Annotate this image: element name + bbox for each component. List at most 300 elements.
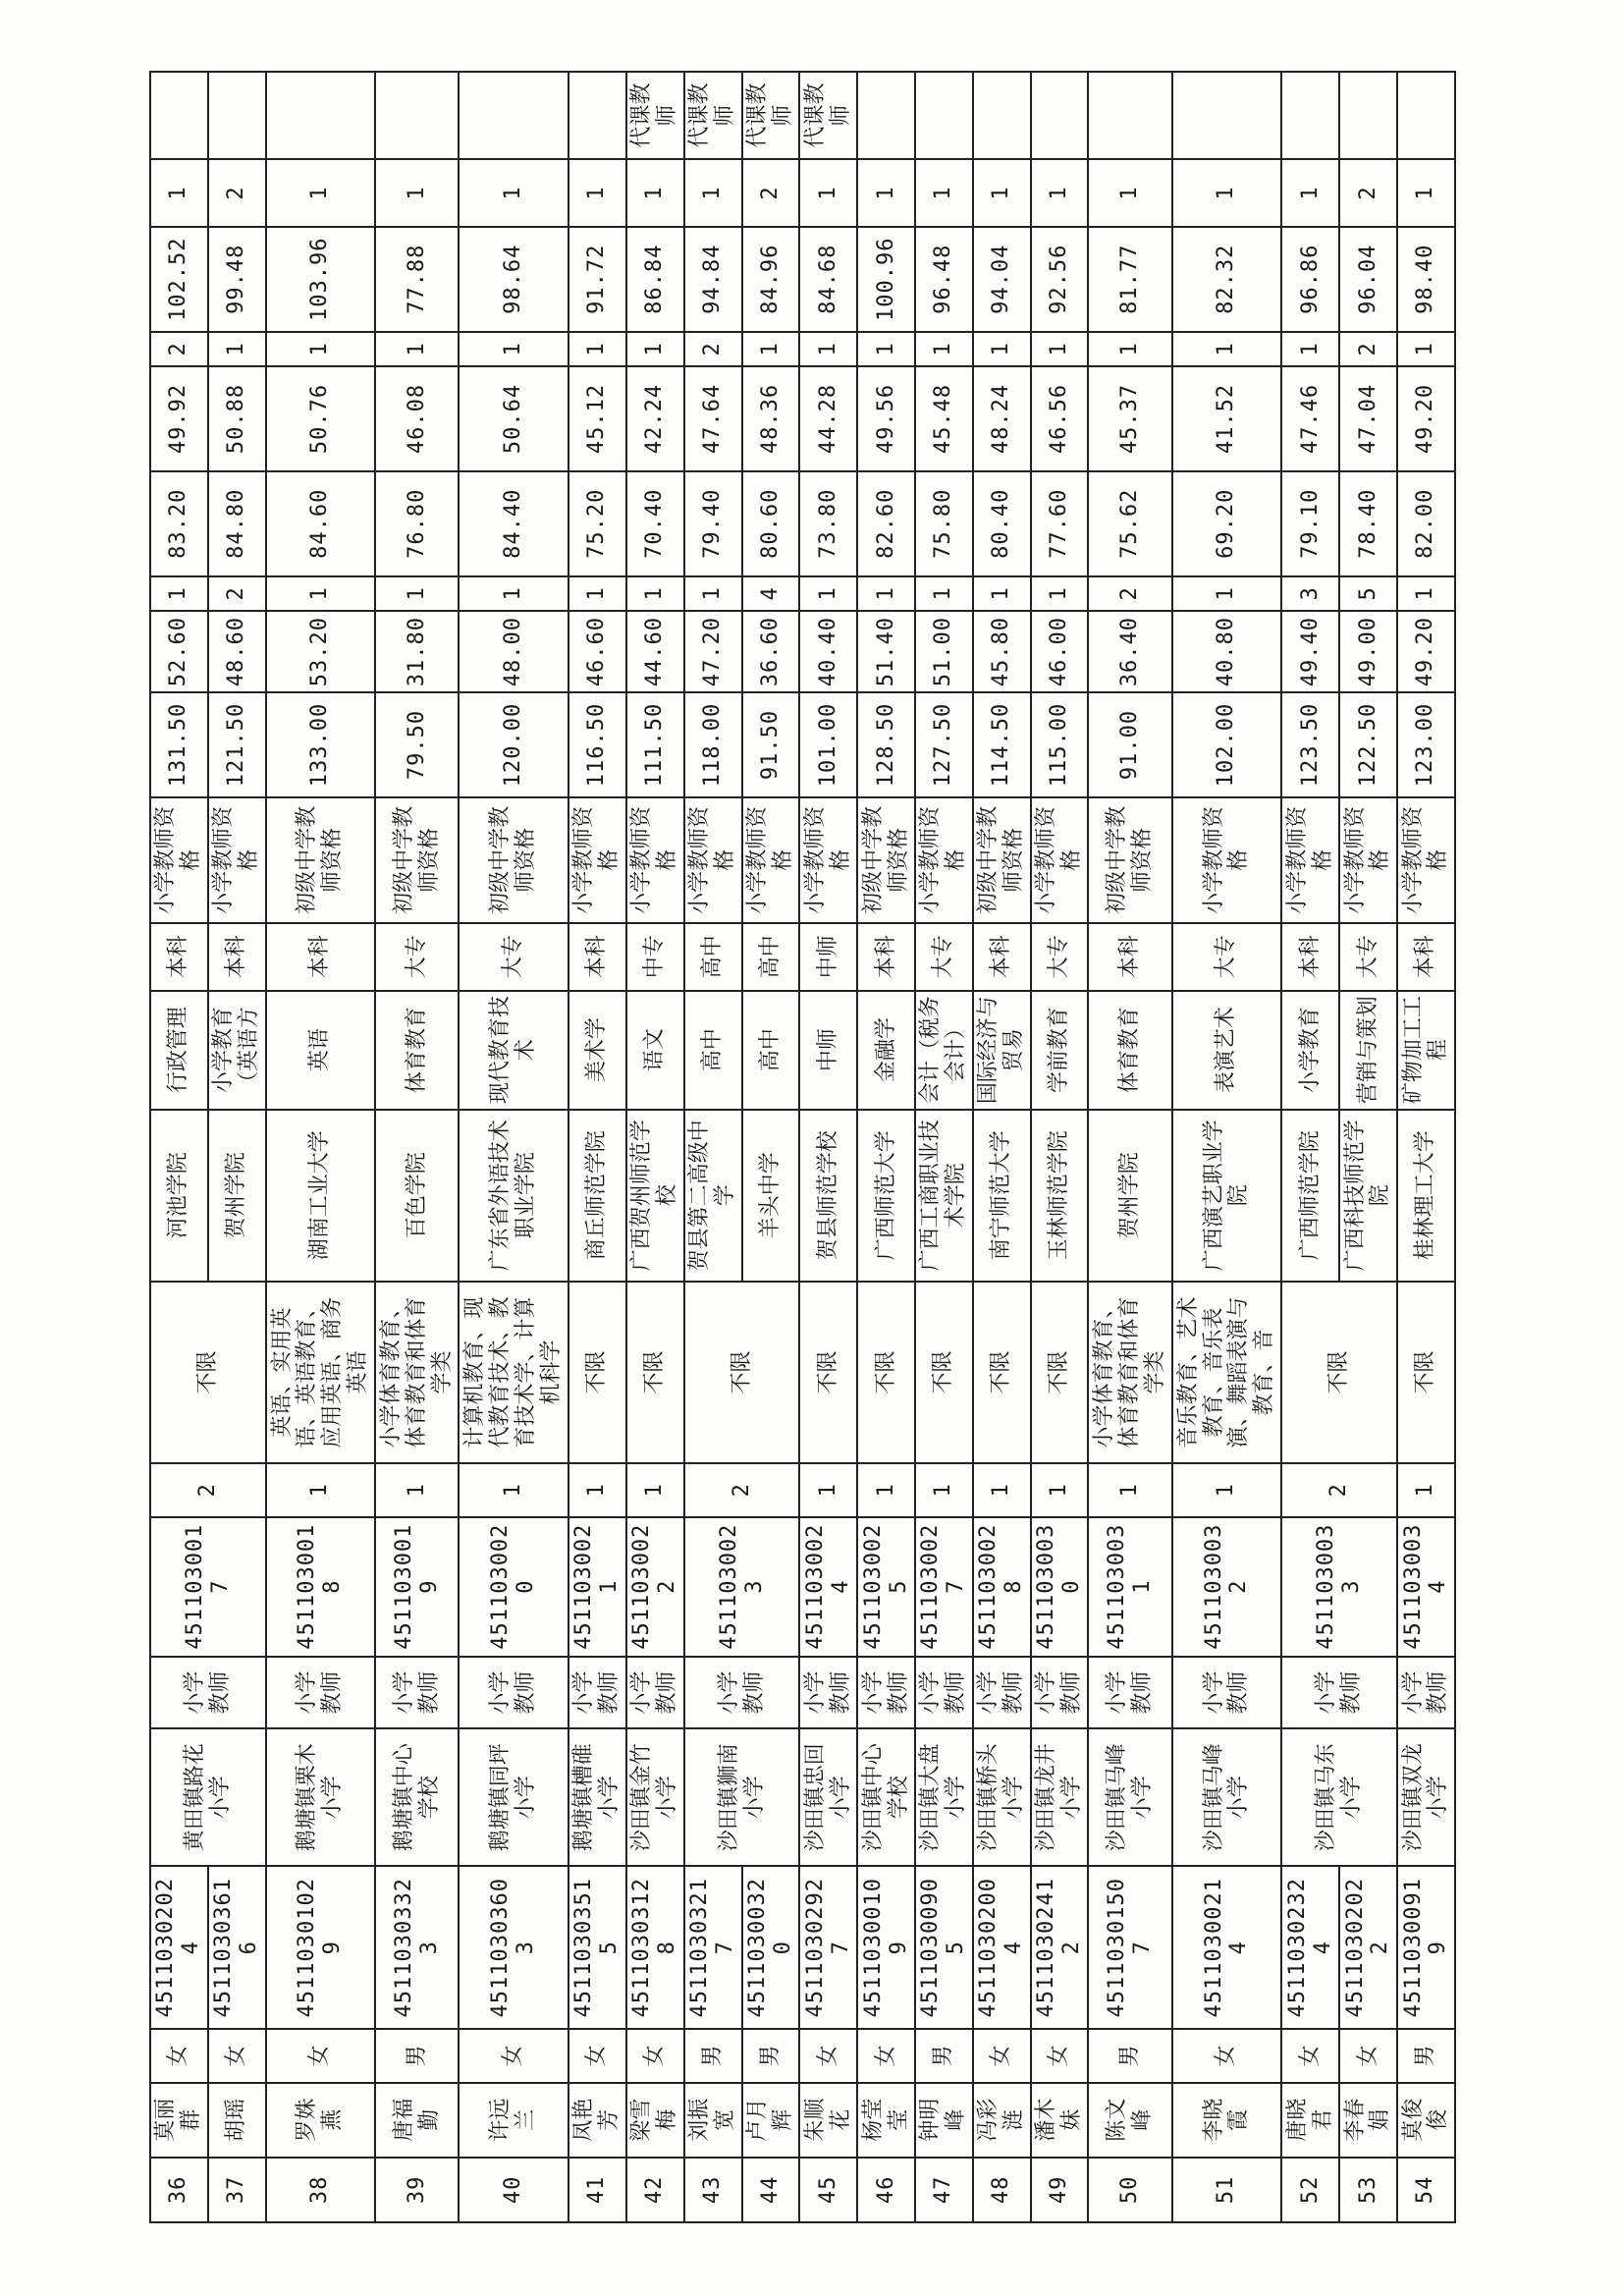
cell-name: 许远兰: [459, 2083, 568, 2158]
cell-major: 小学教育: [1281, 991, 1339, 1110]
cell-grad-school: 贺州学院: [208, 1110, 266, 1282]
cell-cert: 初级中学教师资格: [857, 797, 915, 923]
cell-major: 中师: [799, 991, 857, 1110]
cell-remark: [266, 72, 376, 159]
cell-interview: 73.80: [799, 471, 857, 576]
cell-school: 沙田镇中心学校: [857, 1728, 915, 1866]
cell-grad-school: 贺县师范学校: [799, 1110, 857, 1282]
cell-grad-school: 广西贺州师范学校: [626, 1110, 684, 1282]
cell-grad-school: 广东省外语技术职业学院: [459, 1110, 568, 1282]
cell-quota: 1: [568, 1463, 626, 1517]
cell-major-req: 不限: [799, 1282, 857, 1463]
cell-written: 91.50: [742, 692, 800, 797]
cell-total-rank: 1: [1281, 159, 1339, 227]
cell-school: 鹅塘镇中心学校: [375, 1728, 459, 1866]
cell-code: 4511030023: [684, 1517, 800, 1657]
cell-exam-no: 45110302927: [799, 1866, 857, 2029]
cell-grad-school: 广西演艺职业学院: [1172, 1110, 1282, 1282]
cell-interview-rank: 1: [568, 332, 626, 367]
cell-written-score: 48.60: [208, 611, 266, 692]
cell-position: 小学教师: [973, 1657, 1031, 1729]
cell-written-rank: 2: [208, 576, 266, 612]
cell-edu: 本科: [208, 923, 266, 991]
cell-interview-rank: 1: [1088, 332, 1171, 367]
cell-interview-score: 50.88: [208, 366, 266, 471]
cell-school: 沙田镇桥头小学: [973, 1728, 1031, 1866]
cell-written-rank: 3: [1281, 576, 1339, 612]
cell-gender: 女: [1339, 2029, 1397, 2083]
cell-written: 91.00: [1088, 692, 1171, 797]
cell-no: 43: [684, 2158, 742, 2222]
cell-total-rank: 1: [150, 159, 208, 227]
cell-no: 53: [1339, 2158, 1397, 2222]
cell-remark: [973, 72, 1031, 159]
cell-interview-rank: 2: [1339, 332, 1397, 367]
cell-cert: 小学教师资格: [150, 797, 208, 923]
cell-remark: [568, 72, 626, 159]
cell-gender: 男: [742, 2029, 800, 2083]
cell-written-rank: 1: [375, 576, 459, 612]
cell-interview: 78.40: [1339, 471, 1397, 576]
cell-written: 122.50: [1339, 692, 1397, 797]
cell-name: 莫俊俊: [1397, 2083, 1455, 2158]
cell-remark: [857, 72, 915, 159]
cell-gender: 女: [150, 2029, 208, 2083]
cell-quota: 2: [1281, 1463, 1397, 1517]
cell-exam-no: 45110303616: [208, 1866, 266, 2029]
cell-code: 4511030034: [1397, 1517, 1455, 1657]
cell-edu: 本科: [266, 923, 376, 991]
cell-quota: 2: [684, 1463, 800, 1517]
cell-major: 美术学: [568, 991, 626, 1110]
cell-total: 84.68: [799, 227, 857, 332]
cell-major: 会计（税务会计）: [915, 991, 973, 1110]
cell-written-score: 49.20: [1397, 611, 1455, 692]
cell-written-score: 40.80: [1172, 611, 1282, 692]
cell-written: 114.50: [973, 692, 1031, 797]
cell-major: 高中: [742, 991, 800, 1110]
cell-interview: 75.20: [568, 471, 626, 576]
cell-position: 小学教师: [684, 1657, 800, 1729]
cell-edu: 大专: [1031, 923, 1089, 991]
cell-exam-no: 45110300214: [1172, 1866, 1282, 2029]
cell-cert: 初级中学教师资格: [266, 797, 376, 923]
cell-school: 沙田镇忠回小学: [799, 1728, 857, 1866]
cell-remark: [1397, 72, 1455, 159]
cell-total-rank: 1: [973, 159, 1031, 227]
cell-written: 120.00: [459, 692, 568, 797]
cell-major: 国际经济与贸易: [973, 991, 1031, 1110]
cell-quota: 1: [857, 1463, 915, 1517]
cell-interview-score: 47.64: [684, 366, 742, 471]
cell-no: 38: [266, 2158, 376, 2222]
cell-exam-no: 45110302022: [1339, 1866, 1397, 2029]
cell-cert: 初级中学教师资格: [1088, 797, 1171, 923]
cell-remark: 代课教师: [742, 72, 800, 159]
cell-edu: 本科: [973, 923, 1031, 991]
cell-written-rank: 1: [150, 576, 208, 612]
cell-major-req: 不限: [1397, 1282, 1455, 1463]
cell-interview: 84.60: [266, 471, 376, 576]
cell-written: 123.00: [1397, 692, 1455, 797]
cell-grad-school: 商丘师范学院: [568, 1110, 626, 1282]
cell-written-score: 36.40: [1088, 611, 1171, 692]
cell-name: 卢月辉: [742, 2083, 800, 2158]
cell-no: 41: [568, 2158, 626, 2222]
cell-interview: 80.40: [973, 471, 1031, 576]
cell-total-rank: 1: [1088, 159, 1171, 227]
cell-interview-score: 47.04: [1339, 366, 1397, 471]
cell-major: 金融学: [857, 991, 915, 1110]
cell-major-req: 音乐教育、艺术教育、音乐表演、舞蹈表演与教育、音: [1172, 1282, 1282, 1463]
cell-total-rank: 1: [1397, 159, 1455, 227]
cell-quota: 1: [799, 1463, 857, 1517]
cell-code: 4511030025: [857, 1517, 915, 1657]
cell-written-score: 47.20: [684, 611, 742, 692]
cell-gender: 男: [1397, 2029, 1455, 2083]
cell-grad-school: 湖南工业大学: [266, 1110, 376, 1282]
cell-gender: 女: [1172, 2029, 1282, 2083]
cell-written-rank: 1: [915, 576, 973, 612]
cell-written-score: 51.00: [915, 611, 973, 692]
cell-exam-no: 45110300320: [742, 1866, 800, 2029]
cell-written: 79.50: [375, 692, 459, 797]
cell-edu: 本科: [857, 923, 915, 991]
cell-interview-score: 42.24: [626, 366, 684, 471]
cell-total-rank: 1: [1172, 159, 1282, 227]
cell-written-rank: 1: [973, 576, 1031, 612]
cell-code: 4511030032: [1172, 1517, 1282, 1657]
table-row: [208, 72, 266, 2222]
cell-remark: [1339, 72, 1397, 159]
table-body: [150, 72, 1455, 2222]
cell-interview-score: 45.37: [1088, 366, 1171, 471]
cell-name: 唐福勤: [375, 2083, 459, 2158]
cell-interview: 83.20: [150, 471, 208, 576]
cell-interview-rank: 1: [626, 332, 684, 367]
cell-name: 凤艳芳: [568, 2083, 626, 2158]
cell-written: 131.50: [150, 692, 208, 797]
cell-major: 小学教育（英语方: [208, 991, 266, 1110]
cell-code: 4511030028: [973, 1517, 1031, 1657]
cell-exam-no: 45110300109: [857, 1866, 915, 2029]
cell-interview: 75.62: [1088, 471, 1171, 576]
cell-total: 82.32: [1172, 227, 1282, 332]
cell-major-req: 不限: [150, 1282, 266, 1463]
cell-grad-school: 百色学院: [375, 1110, 459, 1282]
cell-position: 小学教师: [150, 1657, 266, 1729]
cell-written-score: 49.40: [1281, 611, 1339, 692]
cell-exam-no: 45110303515: [568, 1866, 626, 2029]
cell-interview-rank: 1: [915, 332, 973, 367]
cell-total-rank: 1: [915, 159, 973, 227]
cell-written-score: 45.80: [973, 611, 1031, 692]
cell-position: 小学教师: [1281, 1657, 1397, 1729]
cell-total-rank: 1: [684, 159, 742, 227]
cell-remark: [150, 72, 208, 159]
cell-gender: 女: [266, 2029, 376, 2083]
cell-position: 小学教师: [568, 1657, 626, 1729]
cell-cert: 小学教师资格: [1339, 797, 1397, 923]
cell-code: 4511030022: [626, 1517, 684, 1657]
cell-major-req: 不限: [626, 1282, 684, 1463]
cell-exam-no: 45110302324: [1281, 1866, 1339, 2029]
table-row: [1281, 72, 1339, 2222]
cell-total-rank: 1: [626, 159, 684, 227]
cell-interview-score: 49.92: [150, 366, 208, 471]
cell-major-req: 不限: [915, 1282, 973, 1463]
cell-name: 唐晓君: [1281, 2083, 1339, 2158]
cell-edu: 大专: [1172, 923, 1282, 991]
cell-position: 小学教师: [1031, 1657, 1089, 1729]
cell-gender: 男: [915, 2029, 973, 2083]
cell-written-score: 51.40: [857, 611, 915, 692]
cell-remark: 代课教师: [626, 72, 684, 159]
cell-total-rank: 2: [208, 159, 266, 227]
cell-no: 48: [973, 2158, 1031, 2222]
cell-cert: 初级中学教师资格: [973, 797, 1031, 923]
cell-major-req: 英语、实用英语、英语教育、应用英语、商务英语: [266, 1282, 376, 1463]
cell-written-rank: 1: [799, 576, 857, 612]
cell-written-rank: 1: [568, 576, 626, 612]
cell-interview-score: 50.76: [266, 366, 376, 471]
cell-grad-school: 广西师范大学: [857, 1110, 915, 1282]
cell-quota: 2: [150, 1463, 266, 1517]
cell-remark: 代课教师: [684, 72, 742, 159]
cell-school: 沙田镇大盘小学: [915, 1728, 973, 1866]
cell-interview-score: 45.12: [568, 366, 626, 471]
cell-quota: 1: [375, 1463, 459, 1517]
cell-interview-rank: 2: [684, 332, 742, 367]
cell-total-rank: 2: [1339, 159, 1397, 227]
cell-major-req: 不限: [1281, 1282, 1397, 1463]
cell-total-rank: 1: [459, 159, 568, 227]
cell-code: 4511030019: [375, 1517, 459, 1657]
cell-school: 沙田镇马峰小学: [1088, 1728, 1171, 1866]
cell-written-rank: 1: [1397, 576, 1455, 612]
cell-major: 高中: [684, 991, 742, 1110]
cell-written: 115.00: [1031, 692, 1089, 797]
cell-major-req: 小学体育教育、体育教育和体育学类: [1088, 1282, 1171, 1463]
table-row: [1397, 72, 1455, 2222]
cell-position: 小学教师: [266, 1657, 376, 1729]
cell-major-req: 小学体育教育、体育教育和体育学类: [375, 1282, 459, 1463]
cell-written: 111.50: [626, 692, 684, 797]
cell-code: 4511030017: [150, 1517, 266, 1657]
cell-major: 行政管理: [150, 991, 208, 1110]
cell-cert: 小学教师资格: [799, 797, 857, 923]
cell-written-rank: 4: [742, 576, 800, 612]
cell-interview: 84.40: [459, 471, 568, 576]
cell-name: 冯彩涟: [973, 2083, 1031, 2158]
cell-exam-no: 45110302024: [150, 1866, 208, 2029]
cell-written-score: 53.20: [266, 611, 376, 692]
cell-major: 表演艺术: [1172, 991, 1282, 1110]
cell-total-rank: 1: [266, 159, 376, 227]
cell-exam-no: 45110303217: [684, 1866, 742, 2029]
cell-total: 96.48: [915, 227, 973, 332]
cell-grad-school: 广西工商职业技术学院: [915, 1110, 973, 1282]
cell-code: 4511030027: [915, 1517, 973, 1657]
cell-school: 沙田镇马东小学: [1281, 1728, 1397, 1866]
table-row: [459, 72, 568, 2222]
cell-grad-school: 广西师范学院: [1281, 1110, 1339, 1282]
cell-interview: 77.60: [1031, 471, 1089, 576]
table-row: [857, 72, 915, 2222]
cell-position: 小学教师: [799, 1657, 857, 1729]
cell-written-score: 49.00: [1339, 611, 1397, 692]
cell-edu: 高中: [684, 923, 742, 991]
cell-total: 86.84: [626, 227, 684, 332]
cell-written-score: 36.60: [742, 611, 800, 692]
cell-major: 英语: [266, 991, 376, 1110]
cell-total-rank: 1: [799, 159, 857, 227]
table-row: [799, 72, 857, 2222]
cell-gender: 女: [799, 2029, 857, 2083]
cell-remark: [459, 72, 568, 159]
cell-written-rank: 1: [1031, 576, 1089, 612]
cell-interview-rank: 1: [1031, 332, 1089, 367]
cell-quota: 1: [266, 1463, 376, 1517]
cell-exam-no: 45110301507: [1088, 1866, 1171, 2029]
cell-cert: 小学教师资格: [742, 797, 800, 923]
cell-edu: 大专: [915, 923, 973, 991]
cell-school: 鹅塘镇同坪小学: [459, 1728, 568, 1866]
cell-cert: 小学教师资格: [684, 797, 742, 923]
cell-written: 128.50: [857, 692, 915, 797]
cell-position: 小学教师: [626, 1657, 684, 1729]
cell-interview-rank: 1: [459, 332, 568, 367]
cell-remark: [1172, 72, 1282, 159]
cell-written-rank: 1: [266, 576, 376, 612]
cell-remark: [1088, 72, 1171, 159]
cell-total: 94.84: [684, 227, 742, 332]
cell-written: 116.50: [568, 692, 626, 797]
cell-total: 103.96: [266, 227, 376, 332]
cell-cert: 小学教师资格: [1397, 797, 1455, 923]
cell-major: 现代教育技术: [459, 991, 568, 1110]
cell-name: 胡瑶: [208, 2083, 266, 2158]
cell-no: 47: [915, 2158, 973, 2222]
cell-interview-rank: 1: [1172, 332, 1282, 367]
cell-total-rank: 1: [1031, 159, 1089, 227]
cell-cert: 小学教师资格: [1172, 797, 1282, 923]
cell-written-rank: 1: [459, 576, 568, 612]
cell-interview-score: 45.48: [915, 366, 973, 471]
cell-school: 黄田镇路花小学: [150, 1728, 266, 1866]
cell-grad-school: 贺县第二高级中学: [684, 1110, 742, 1282]
cell-edu: 大专: [459, 923, 568, 991]
cell-interview: 79.10: [1281, 471, 1339, 576]
cell-written: 133.00: [266, 692, 376, 797]
cell-major-req: 不限: [568, 1282, 626, 1463]
cell-interview-score: 46.08: [375, 366, 459, 471]
cell-edu: 大专: [1339, 923, 1397, 991]
cell-remark: [375, 72, 459, 159]
cell-cert: 小学教师资格: [1031, 797, 1089, 923]
cell-name: 李晓霞: [1172, 2083, 1282, 2158]
cell-school: 沙田镇马峰小学: [1172, 1728, 1282, 1866]
cell-major-req: 计算机教育、现代教育技术、教育技术学、计算机科学: [459, 1282, 568, 1463]
cell-major: 矿物加工工程: [1397, 991, 1455, 1110]
cell-name: 莫丽群: [150, 2083, 208, 2158]
cell-grad-school: 南宁师范大学: [973, 1110, 1031, 1282]
table-row: [973, 72, 1031, 2222]
cell-total: 84.96: [742, 227, 800, 332]
cell-total-rank: 1: [375, 159, 459, 227]
cell-position: 小学教师: [857, 1657, 915, 1729]
cell-major: 体育教育: [375, 991, 459, 1110]
cell-interview-score: 41.52: [1172, 366, 1282, 471]
cell-written-rank: 1: [857, 576, 915, 612]
cell-edu: 本科: [1088, 923, 1171, 991]
cell-position: 小学教师: [915, 1657, 973, 1729]
cell-edu: 大专: [375, 923, 459, 991]
cell-position: 小学教师: [459, 1657, 568, 1729]
cell-remark: [915, 72, 973, 159]
cell-major-req: 不限: [857, 1282, 915, 1463]
cell-written-score: 46.00: [1031, 611, 1089, 692]
cell-interview-rank: 1: [799, 332, 857, 367]
candidate-score-table: [149, 71, 1456, 2223]
cell-interview-rank: 1: [266, 332, 376, 367]
cell-school: 鹅塘镇槽碓小学: [568, 1728, 626, 1866]
cell-code: 4511030030: [1031, 1517, 1089, 1657]
cell-written-score: 46.60: [568, 611, 626, 692]
cell-interview: 75.80: [915, 471, 973, 576]
cell-total: 98.64: [459, 227, 568, 332]
cell-written-score: 52.60: [150, 611, 208, 692]
cell-total: 100.96: [857, 227, 915, 332]
table-row: [375, 72, 459, 2222]
cell-name: 李春娟: [1339, 2083, 1397, 2158]
cell-no: 49: [1031, 2158, 1089, 2222]
cell-school: 沙田镇双龙小学: [1397, 1728, 1455, 1866]
cell-total: 81.77: [1088, 227, 1171, 332]
cell-interview-rank: 1: [973, 332, 1031, 367]
cell-total: 94.04: [973, 227, 1031, 332]
cell-no: 39: [375, 2158, 459, 2222]
cell-written: 118.00: [684, 692, 742, 797]
cell-interview-score: 49.20: [1397, 366, 1455, 471]
cell-interview: 69.20: [1172, 471, 1282, 576]
cell-exam-no: 45110302004: [973, 1866, 1031, 2029]
table-row: [150, 72, 208, 2222]
cell-major: 语文: [626, 991, 684, 1110]
cell-name: 朱顺花: [799, 2083, 857, 2158]
cell-written: 123.50: [1281, 692, 1339, 797]
cell-cert: 小学教师资格: [208, 797, 266, 923]
cell-total: 96.86: [1281, 227, 1339, 332]
cell-grad-school: 羊头中学: [742, 1110, 800, 1282]
cell-no: 46: [857, 2158, 915, 2222]
cell-interview-score: 49.56: [857, 366, 915, 471]
cell-interview-rank: 1: [208, 332, 266, 367]
cell-written-rank: 2: [1088, 576, 1171, 612]
cell-position: 小学教师: [1397, 1657, 1455, 1729]
table-row: [1031, 72, 1089, 2222]
cell-exam-no: 45110300905: [915, 1866, 973, 2029]
cell-edu: 本科: [150, 923, 208, 991]
cell-remark: [1031, 72, 1089, 159]
cell-total: 102.52: [150, 227, 208, 332]
cell-code: 4511030018: [266, 1517, 376, 1657]
cell-no: 52: [1281, 2158, 1339, 2222]
cell-code: 4511030024: [799, 1517, 857, 1657]
cell-quota: 1: [915, 1463, 973, 1517]
cell-no: 36: [150, 2158, 208, 2222]
cell-major: 体育教育: [1088, 991, 1171, 1110]
